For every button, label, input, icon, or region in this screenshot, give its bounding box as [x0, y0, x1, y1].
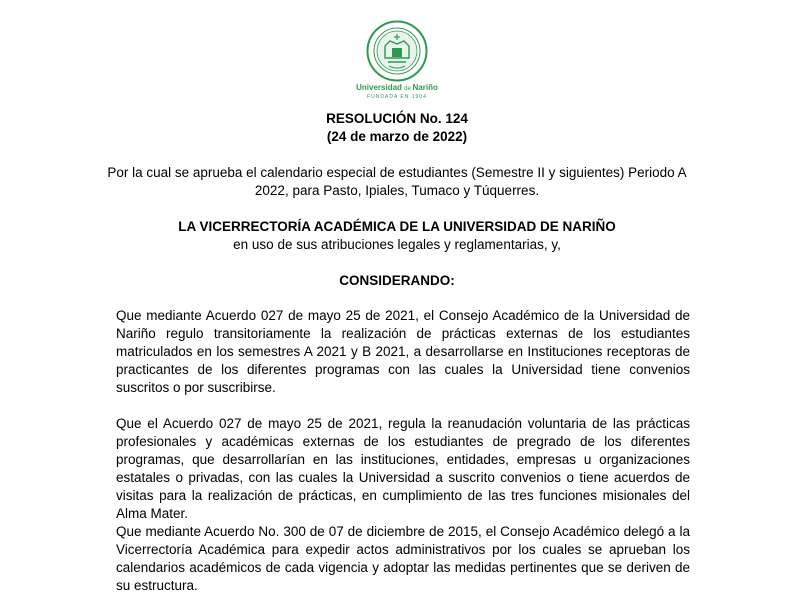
university-wordmark	[340, 83, 454, 94]
resolution-number: RESOLUCIÓN No. 124	[326, 111, 468, 126]
considering-paragraph: Que mediante Acuerdo No. 300 de 07 de diciembre de 2015, el Consejo Académico delegó a la Vicerrectoría Académica para expedir actos administrativos por los cuales se aprueban los calendarios académicos de cada vigencia y adoptar las medidas pertinentes que se deriven de su estructura.	[116, 524, 690, 593]
considering-paragraph: Que el Acuerdo 027 de mayo 25 de 2021, regula la reanudación voluntaria de las prácticas profesionales y académicas externas de los estudiantes de pregrado de los diferentes programas, que desarrollarían en las instituciones, entidades, empresas u organizaciones estatales o privadas, con las cuales la Universidad a suscrito convenios o tiene acuerdos de visitas para la realización de prácticas, en cumplimiento de las tres funciones misionales del Alma Mater.	[116, 416, 690, 521]
authority-title: LA VICERRECTORÍA ACADÉMICA DE LA UNIVERSIDAD DE NARIÑO	[178, 219, 616, 234]
considering-paragraph: Que mediante Acuerdo 027 de mayo 25 de 2021, el Consejo Académico de la Universidad de Nariño regulo transitoriamente la realización de prácticas externas de los estudiantes matriculados en los semestres A 2021 y B 2021, a desarrollarse en Instituciones receptoras de practicantes de los diferentes programas con las cuales la Universidad tiene convenios suscritos o por suscribirse.	[116, 308, 690, 395]
authority-powers: en uso de sus atribuciones legales y reglamentarias, y,	[233, 237, 561, 252]
university-name: Nariño	[412, 83, 438, 92]
considering-heading: CONSIDERANDO:	[339, 273, 455, 288]
resolution-summary-line-1: Por la cual se aprueba el calendario especial de estudiantes (Semestre II y siguientes) Periodo A	[107, 165, 687, 180]
university-de: de	[404, 86, 413, 92]
resolution-summary-line-2: 2022, para Pasto, Ipiales, Tumaco y Túquerres.	[254, 183, 540, 198]
resolution-date: (24 de marzo de 2022)	[326, 129, 468, 144]
university-prefix: Universidad	[356, 83, 405, 92]
university-logo	[340, 20, 454, 101]
university-seal-icon	[366, 20, 428, 82]
university-founded: FUNDADA EN 1904	[367, 94, 427, 100]
